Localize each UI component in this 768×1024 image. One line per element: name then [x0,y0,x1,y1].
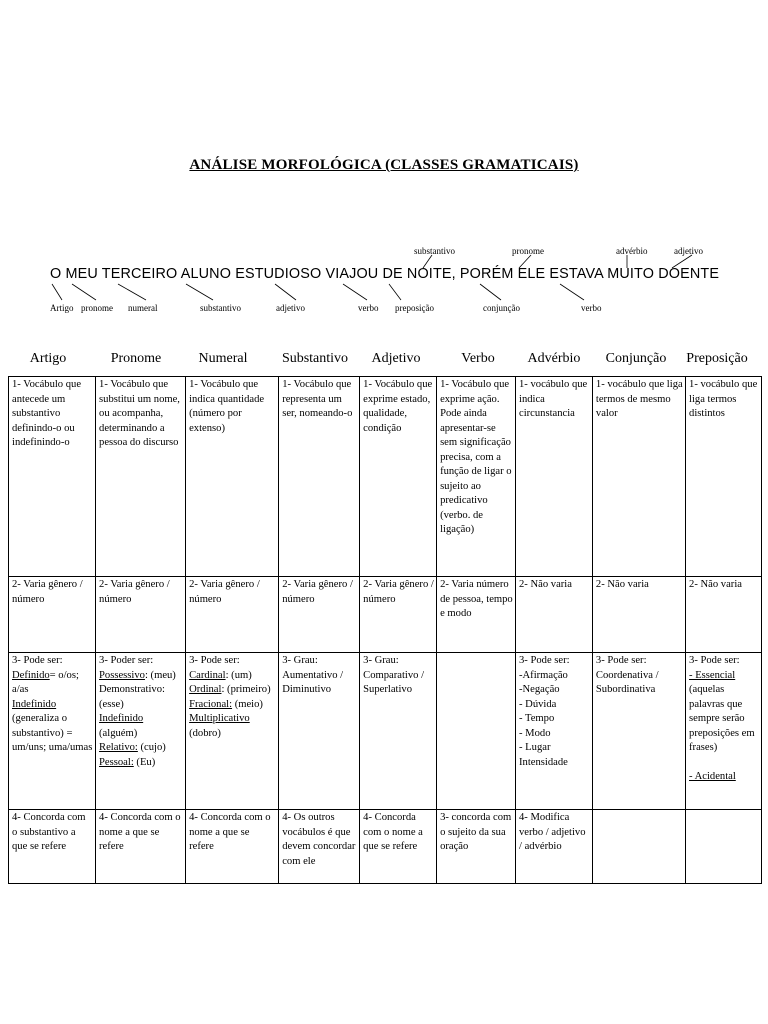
annotation-bottom-preposicao: preposição [395,303,434,313]
cell-numeral-row-2 [186,577,279,653]
annotation-bottom-conjuncao: conjunção [483,303,520,313]
cell-line: 4- Concorda com o nome a que se refere [189,812,271,852]
table-row [9,810,762,884]
cell-line: -Afirmação [519,669,568,681]
cell-adverbio-row-3 [516,653,593,810]
cell-line: 4- Concorda com o substantivo a que se refere [12,812,86,852]
cell-line: 3- Pode ser: [689,655,740,666]
cell-line [596,811,683,826]
annotation-top-pronome: pronome [512,246,544,256]
cell-line: - Modo [519,727,551,739]
cell-pronome-row-4 [96,810,186,884]
leader-bottom-numeral [118,284,146,300]
cell-line: Cardinal: (um) [189,669,252,681]
cell-line: 1- Vocábulo que exprime ação. Pode ainda apresentar-se sem significação precisa, com a função de ligar o sujeito ao predicativo (verbo. de ligação) [440,379,512,535]
cell-line: - Lugar [519,742,551,753]
annotation-top-adverbio: advérbio [616,246,648,256]
cell-line: 3- Pode ser: [189,655,240,666]
header-preposicao: Preposição [686,351,748,366]
cell-line: Intensidade [519,756,568,768]
cell-artigo-row-1 [9,377,96,577]
cell-line: 1- Vocábulo que indica quantidade (número por extenso) [189,379,265,434]
cell-line: 1- Vocábulo que exprime estado, qualidade, condição [363,379,433,434]
analyzed-sentence: O MEU TERCEIRO ALUNO ESTUDIOSO VIAJOU DE NOITE, PORÉM ELE ESTAVA MUITO DOENTE [50,266,720,282]
annotation-top-adjetivo: adjetivo [674,246,703,256]
leader-bottom-pronome [72,284,96,300]
cell-line: 2- Varia gênero / número [363,579,434,605]
cell-line: 4- Concorda com o nome a que se refere [363,812,423,852]
grammar-classes-table [8,376,762,884]
cell-preposicao-row-1 [686,377,762,577]
cell-line [689,756,759,771]
annotation-bottom-numeral: numeral [128,303,158,313]
annotation-bottom-pronome: pronome [81,303,113,313]
cell-line: Demonstrativo: (esse) [99,684,165,710]
cell-substantivo-row-1 [279,377,360,577]
cell-line [689,811,759,826]
header-pronome: Pronome [110,351,162,366]
cell-adjetivo-row-2 [360,577,437,653]
cell-line: Ordinal: (primeiro) [189,684,271,695]
cell-line: 3- Grau: Comparativo / Superlativo [363,655,425,695]
table-row [9,653,762,810]
header-conjuncao: Conjunção [605,351,667,366]
annotation-bottom-artigo: Artigo [50,303,74,313]
cell-line: 4- Concorda com o nome a que se refere [99,812,181,852]
annotation-bottom-substantivo: substantivo [200,303,242,313]
cell-verbo-row-2 [437,577,516,653]
cell-line: Indefinido (alguém) [99,713,144,739]
cell-line: Fracional: (meio) [189,698,263,710]
annotation-bottom-verbo-2: verbo [581,303,602,313]
cell-line: 3- concorda com o sujeito da sua oração [440,812,512,852]
cell-line: 1- Vocábulo que representa um ser, nomeando-o [282,379,353,419]
cell-artigo-row-3 [9,653,96,810]
cell-line: 4- Modifica verbo / adjetivo / advérbio [519,812,586,852]
cell-preposicao-row-4 [686,810,762,884]
cell-line: 2- Varia gênero / número [282,579,353,605]
cell-line: - Tempo [519,713,555,724]
cell-line: 3- Pode ser: [519,655,570,666]
cell-adverbio-row-2 [516,577,593,653]
cell-line: - Essencial (aquelas palavras que sempre serão preposições em frases) [689,669,755,753]
cell-line: Possessivo: (meu) [99,669,176,681]
cell-substantivo-row-2 [279,577,360,653]
annotation-bottom-adjetivo: adjetivo [276,303,305,313]
cell-artigo-row-4 [9,810,96,884]
leader-bottom-artigo [52,284,62,300]
cell-pronome-row-2 [96,577,186,653]
header-adverbio: Advérbio [527,351,581,366]
cell-line: 3- Poder ser: [99,655,154,666]
cell-line: 4- Os outros vocábulos é que devem concordar com ele [282,812,356,867]
cell-line: 2- Varia gênero / número [189,579,260,605]
table-row [9,377,762,577]
cell-pronome-row-3 [96,653,186,810]
cell-pronome-row-1 [96,377,186,577]
sentence-analysis-diagram [0,236,768,326]
header-verbo: Verbo [461,351,495,366]
header-numeral: Numeral [198,351,248,366]
cell-line: 3- Grau: Aumentativo / Diminutivo [282,655,344,695]
annotation-top-substantivo: substantivo [414,246,456,256]
cell-line: 2- Varia número de pessoa, tempo e modo [440,579,513,619]
cell-line: 1- vocábulo que liga termos de mesmo valor [595,379,683,419]
cell-conjuncao-row-4 [592,810,685,884]
document-title: ANÁLISE MORFOLÓGICA (CLASSES GRAMATICAIS) [189,157,579,173]
cell-line: 2- Não varia [689,579,742,590]
leader-bottom-substantivo [186,284,213,300]
cell-line: 3- Pode ser: [12,655,63,666]
cell-conjuncao-row-3 [592,653,685,810]
leader-bottom-adjetivo [275,284,296,300]
cell-adverbio-row-4 [516,810,593,884]
cell-preposicao-row-3 [686,653,762,810]
cell-line: 1- Vocábulo que antecede um substantivo definindo-o ou indefinindo-o [12,379,82,448]
cell-line: 1- vocábulo que indica circunstancia [519,379,588,419]
cell-preposicao-row-2 [686,577,762,653]
cell-numeral-row-1 [186,377,279,577]
leader-bottom-conjuncao [480,284,501,300]
header-substantivo: Substantivo [281,351,349,366]
cell-substantivo-row-3 [279,653,360,810]
leader-bottom-preposicao [389,284,401,300]
cell-verbo-row-1 [437,377,516,577]
cell-line: 2- Varia gênero / número [12,579,83,605]
cell-conjuncao-row-2 [592,577,685,653]
cell-line: 3- Pode ser: Coordenativa / Subordinativa [595,655,659,695]
cell-line: -Negação [519,684,560,695]
cell-verbo-row-4 [437,810,516,884]
cell-conjuncao-row-1 [592,377,685,577]
cell-substantivo-row-4 [279,810,360,884]
cell-line: Relativo: (cujo) [99,742,166,753]
cell-numeral-row-4 [186,810,279,884]
cell-line [440,654,513,669]
table-row [9,577,762,653]
cell-line: Definido= o/os; a/as [12,669,79,695]
cell-adjetivo-row-1 [360,377,437,577]
cell-line: 1- Vocábulo que substitui um nome, ou acompanha, determinando a pessoa do discurso [99,379,180,448]
annotation-bottom-verbo: verbo [358,303,379,313]
cell-line: 2- Varia gênero / número [99,579,170,605]
cell-line: 1- vocábulo que liga termos distintos [689,379,758,419]
cell-line: Multiplicativo (dobro) [189,713,250,739]
cell-adverbio-row-1 [516,377,593,577]
cell-line: Indefinido (generaliza o substantivo) = um/uns; uma/umas [12,698,93,753]
cell-line: - Acidental [689,771,736,782]
cell-adjetivo-row-3 [360,653,437,810]
cell-artigo-row-2 [9,577,96,653]
header-adjetivo: Adjetivo [371,351,421,366]
cell-line: 2- Não varia [519,579,572,590]
cell-line: 2- Não varia [595,579,649,590]
cell-line: - Dúvida [519,698,557,710]
cell-numeral-row-3 [186,653,279,810]
header-artigo: Artigo [29,351,67,366]
cell-adjetivo-row-4 [360,810,437,884]
cell-verbo-row-3 [437,653,516,810]
leader-bottom-verbo-2 [560,284,584,300]
leader-bottom-verbo [343,284,367,300]
cell-line: Pessoal: (Eu) [99,756,156,768]
